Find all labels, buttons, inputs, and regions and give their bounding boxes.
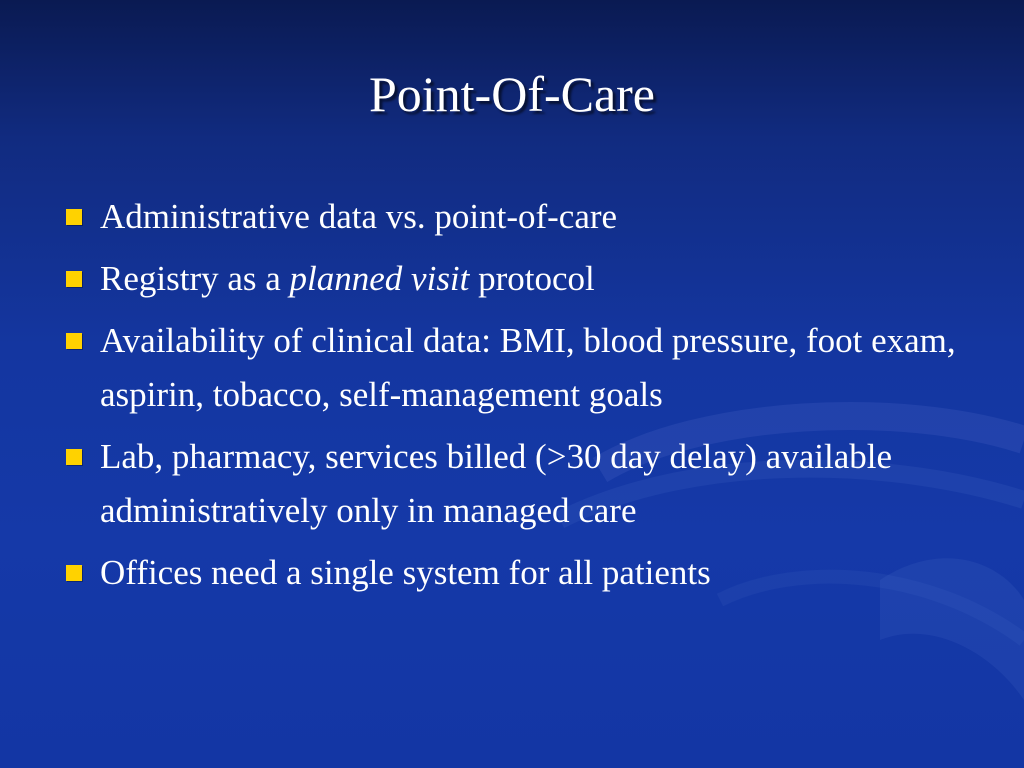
bullet-text-segment: Registry as a — [100, 259, 290, 298]
bullet-item — [62, 190, 992, 244]
bullet-text-segment: Administrative data vs. point-of-care — [100, 197, 618, 236]
square-bullet-icon — [66, 565, 82, 581]
bullet-item — [62, 430, 992, 538]
bullet-text — [100, 437, 892, 530]
bullet-item — [62, 546, 992, 600]
bullet-text-segment: Offices need a single system for all patients — [100, 553, 711, 592]
slide-title: Point-Of-Care — [368, 66, 656, 122]
square-bullet-icon — [66, 449, 82, 465]
bullet-item — [62, 314, 992, 422]
bullet-text — [100, 321, 956, 414]
bullet-item — [62, 252, 992, 306]
bullet-text-segment: Availability of clinical data: BMI, blood pressure, foot exam, aspirin, tobacco, self-management goals — [100, 321, 956, 414]
bullet-text — [100, 553, 711, 592]
square-bullet-icon — [66, 209, 82, 225]
square-bullet-icon — [66, 333, 82, 349]
square-bullet-icon — [66, 271, 82, 287]
bullet-text-italic: planned visit — [289, 259, 470, 298]
bullet-text-segment: protocol — [469, 259, 595, 298]
bullet-text — [100, 197, 617, 236]
bullet-text — [100, 259, 595, 298]
bullet-list — [62, 190, 992, 608]
bullet-text-segment: Lab, pharmacy, services billed (>30 day delay) available administratively only in managed care — [100, 437, 892, 530]
